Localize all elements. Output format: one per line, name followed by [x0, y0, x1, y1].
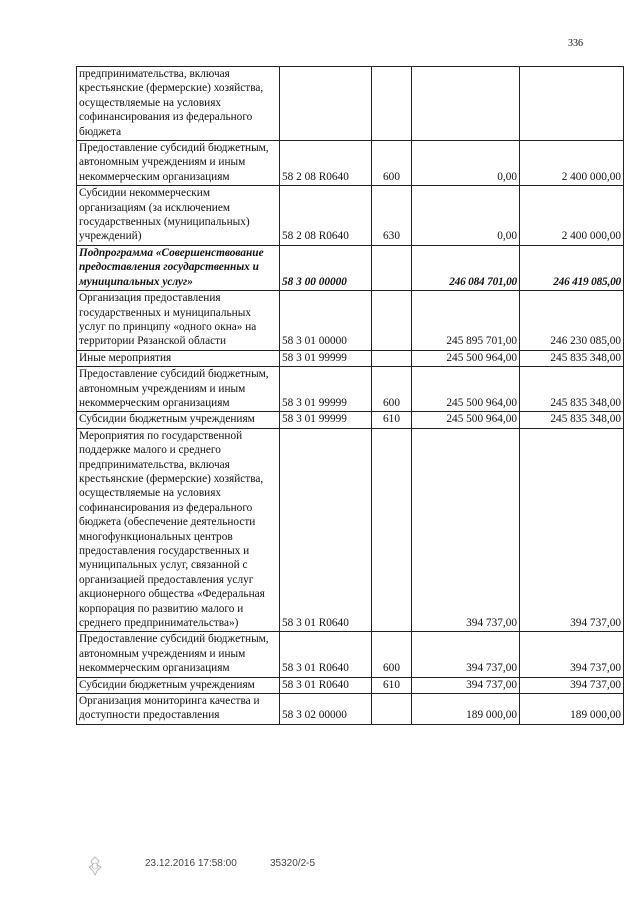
- row-name: Организация мониторинга качества и доступности предоставления: [77, 694, 280, 725]
- row-name: предпринимательства, включая крестьянские (фермерские) хозяйства, осуществляемые на условиях софинансирования из федерального бюджета: [77, 67, 280, 141]
- row-code: 58 3 01 99999: [280, 412, 372, 428]
- row-expense-type: 600: [372, 632, 412, 677]
- row-expense-type: [372, 67, 412, 141]
- row-name: Предоставление субсидий бюджетным, автономным учреждениям и иным некоммерческим организациям: [77, 141, 280, 186]
- row-code: 58 3 01 99999: [280, 367, 372, 412]
- row-code: 58 3 01 R0640: [280, 428, 372, 632]
- row-sum-2018: 394 737,00: [520, 677, 624, 693]
- row-code: 58 3 01 00000: [280, 291, 372, 351]
- budget-table: [76, 66, 624, 725]
- coat-of-arms-icon: [84, 855, 106, 877]
- footer-date: 23.12.2016 17:58:00: [145, 858, 237, 869]
- row-name: Подпрограмма «Совершенствование предоставления государственных и муниципальных услуг»: [77, 245, 280, 290]
- table-row: [77, 67, 624, 141]
- table-row: [77, 245, 624, 290]
- table-row: [77, 367, 624, 412]
- row-code: 58 3 01 99999: [280, 350, 372, 366]
- row-expense-type: [372, 694, 412, 725]
- row-expense-type: 600: [372, 141, 412, 186]
- row-code: 58 3 01 R0640: [280, 677, 372, 693]
- table-row: [77, 694, 624, 725]
- row-sum-2018: 2 400 000,00: [520, 186, 624, 246]
- row-sum-2017: 394 737,00: [412, 428, 520, 632]
- row-sum-2017: 245 895 701,00: [412, 291, 520, 351]
- row-name: Организация предоставления государственных и муниципальных услуг по принципу «одного окна» на территории Рязанской области: [77, 291, 280, 351]
- table-row: [77, 677, 624, 693]
- row-expense-type: [372, 428, 412, 632]
- row-expense-type: 610: [372, 677, 412, 693]
- row-sum-2017: 189 000,00: [412, 694, 520, 725]
- row-sum-2017: 0,00: [412, 186, 520, 246]
- row-sum-2018: 2 400 000,00: [520, 141, 624, 186]
- row-name: Иные мероприятия: [77, 350, 280, 366]
- row-code: 58 2 08 R0640: [280, 141, 372, 186]
- row-name: Субсидии бюджетным учреждениям: [77, 412, 280, 428]
- row-sum-2017: [412, 67, 520, 141]
- row-sum-2017: 394 737,00: [412, 677, 520, 693]
- table-row: [77, 428, 624, 632]
- row-sum-2018: 246 230 085,00: [520, 291, 624, 351]
- table-row: [77, 291, 624, 351]
- row-sum-2018: [520, 67, 624, 141]
- row-sum-2018: 246 419 085,00: [520, 245, 624, 290]
- row-sum-2017: 245 500 964,00: [412, 367, 520, 412]
- table-row: [77, 412, 624, 428]
- row-sum-2017: 394 737,00: [412, 632, 520, 677]
- table-row: [77, 632, 624, 677]
- page-number: 336: [568, 38, 583, 49]
- row-sum-2018: 245 835 348,00: [520, 412, 624, 428]
- row-expense-type: 630: [372, 186, 412, 246]
- row-sum-2018: 394 737,00: [520, 632, 624, 677]
- row-sum-2018: 245 835 348,00: [520, 367, 624, 412]
- row-name: Мероприятия по государственной поддержке малого и среднего предпринимательства, включая крестьянские (фермерские) хозяйства, осуществляемые на условиях софинансирования из федерального бюджета (обеспечение деятельности многофункциональных центров предоставления государственных и муниципальных услуг, связанной с организацией предоставления услуг акционерного общества «Федеральная корпорация по развитию малого и среднего предпринимательства»): [77, 428, 280, 632]
- budget-table-body: [77, 67, 624, 725]
- row-sum-2017: 245 500 964,00: [412, 412, 520, 428]
- row-expense-type: [372, 291, 412, 351]
- row-sum-2017: 0,00: [412, 141, 520, 186]
- row-name: Предоставление субсидий бюджетным, автономным учреждениям и иным некоммерческим организациям: [77, 367, 280, 412]
- row-expense-type: [372, 245, 412, 290]
- row-name: Субсидии бюджетным учреждениям: [77, 677, 280, 693]
- footer-doc-number: 35320/2-5: [270, 858, 316, 869]
- row-expense-type: 610: [372, 412, 412, 428]
- row-sum-2017: 246 084 701,00: [412, 245, 520, 290]
- row-code: 58 3 01 R0640: [280, 632, 372, 677]
- row-sum-2018: 245 835 348,00: [520, 350, 624, 366]
- table-row: [77, 350, 624, 366]
- row-sum-2018: 189 000,00: [520, 694, 624, 725]
- table-row: [77, 141, 624, 186]
- row-expense-type: [372, 350, 412, 366]
- row-name: Субсидии некоммерческим организациям (за исключением государственных (муниципальных) учреждений): [77, 186, 280, 246]
- row-sum-2017: 245 500 964,00: [412, 350, 520, 366]
- row-code: 58 3 02 00000: [280, 694, 372, 725]
- row-sum-2018: 394 737,00: [520, 428, 624, 632]
- table-row: [77, 186, 624, 246]
- row-code: 58 3 00 00000: [280, 245, 372, 290]
- row-code: [280, 67, 372, 141]
- row-expense-type: 600: [372, 367, 412, 412]
- row-name: Предоставление субсидий бюджетным, автономным учреждениям и иным некоммерческим организациям: [77, 632, 280, 677]
- row-code: 58 2 08 R0640: [280, 186, 372, 246]
